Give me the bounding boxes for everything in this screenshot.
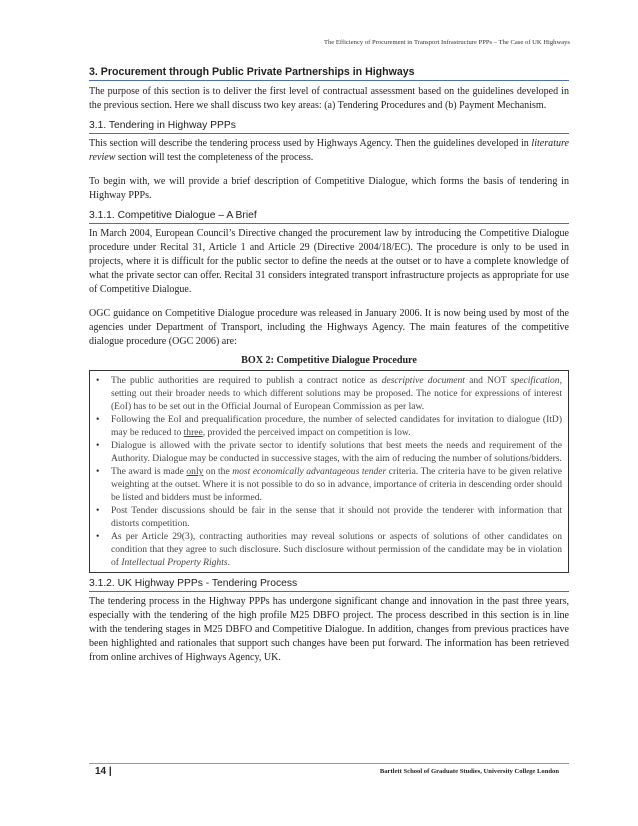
bullet-icon: • <box>96 414 100 425</box>
box-list-item: • As per Article 29(3), contracting authorities may reveal solutions or aspects of solutions of other candidates on condition that they agree to such disclosure. Such disclosure without permission of the candidate may be in violation of Intellectual Property Rights. <box>96 531 562 568</box>
box-list-item: • Following the EoI and prequalification procedure, the number of selected candidates for invitation to dialogue (ItD) may be reduced to three, provided the perceived impact on competition is low. <box>96 414 562 438</box>
bullet-icon: • <box>96 505 100 516</box>
page-content <box>89 66 569 665</box>
box-title: BOX 2: Competitive Dialogue Procedure <box>241 355 417 366</box>
section-3-1-1-paragraph-2: OGC guidance on Competitive Dialogue procedure was released in January 2006. It is now being used by most of the agencies under Department of Transport, including the Highways Agency. The main features of the competitive dialogue procedure (OGC 2006) are: <box>89 308 569 347</box>
bullet-icon: • <box>96 440 100 451</box>
section-3-heading: 3. Procurement through Public Private Partnerships in Highways <box>89 66 569 81</box>
section-3-1-2-heading: 3.1.2. UK Highway PPPs - Tendering Process <box>89 578 569 592</box>
page-number: 14 | <box>95 766 112 777</box>
competitive-dialogue-box <box>89 370 569 573</box>
footer-divider <box>89 763 569 764</box>
section-3-1-heading: 3.1. Tendering in Highway PPPs <box>89 120 569 134</box>
section-3-1-paragraph-1: This section will describe the tendering process used by Highways Agency. Then the guidelines developed in literature review section will test the completeness of the process. <box>89 138 569 163</box>
section-3-1-1-paragraph-1: In March 2004, European Council’s Directive changed the procurement law by introducing the Competitive Dialogue procedure under Recital 31, Article 1 and Article 29 (Directive 2004/18/EC). The procedure is only to be used in projects, where it is difficult for the public sector to define the needs at the outset or to have a complete knowledge of what the private sector can offer. Recital 31 considers integrated transport infrastructure projects as appropriate for use of Competitive Dialogue. <box>89 228 569 295</box>
bullet-icon: • <box>96 466 100 477</box>
box-list-item: • Dialogue is allowed with the private sector to identify solutions that best meets the needs and requirement of the Authority. Dialogue may be conducted in successive stages, with the aim of reducing the number of solutions/bidders. <box>96 440 562 464</box>
section-3-1-1-heading: 3.1.1. Competitive Dialogue – A Brief <box>89 210 569 224</box>
running-header: The Efficiency of Procurement in Transport Infrastructure PPPs – The Case of UK Highways <box>323 39 570 46</box>
page-footer <box>89 763 569 777</box>
bullet-icon: • <box>96 375 100 386</box>
institution-name: Bartlett School of Graduate Studies, University College London <box>379 768 559 775</box>
box-list-item: • The public authorities are required to publish a contract notice as descriptive document and NOT specification, setting out their broader needs to which different solutions may be proposed. The notice for expressions of interest (EoI) has to be set out in the Official Journal of European Commission as per law. <box>96 375 562 412</box>
section-3-1-2-paragraph: The tendering process in the Highway PPPs has undergone significant change and innovation in the past three years, especially with the tendering of the high profile M25 DBFO project. The process described in this section is in line with the tendering stages in M25 DBFO and Competitive Dialogue. In addition, changes from previous practices have been highlighted and rationales that support such changes have been put forward. The information has been retrieved from online archives of Highways Agency, UK. <box>89 596 569 663</box>
section-3-paragraph: The purpose of this section is to deliver the first level of contractual assessment based on the guidelines developed in the previous section. Here we shall discuss two key areas: (a) Tendering Procedures and (b) Payment Mechanism. <box>89 86 569 111</box>
section-3-1-paragraph-2: To begin with, we will provide a brief description of Competitive Dialogue, which forms the basis of tendering in Highway PPPs. <box>89 176 569 201</box>
box-list-item: • The award is made only on the most economically advantageous tender criteria. The criteria have to be given relative weighting at the outset. Where it is not possible to do so in advance, importance of criteria in descending order should be listed and bidders must be informed. <box>96 466 563 503</box>
bullet-icon: • <box>96 531 100 542</box>
box-list-item: • Post Tender discussions should be fair in the sense that it should not provide the tenderer with information that distorts competition. <box>96 505 562 529</box>
